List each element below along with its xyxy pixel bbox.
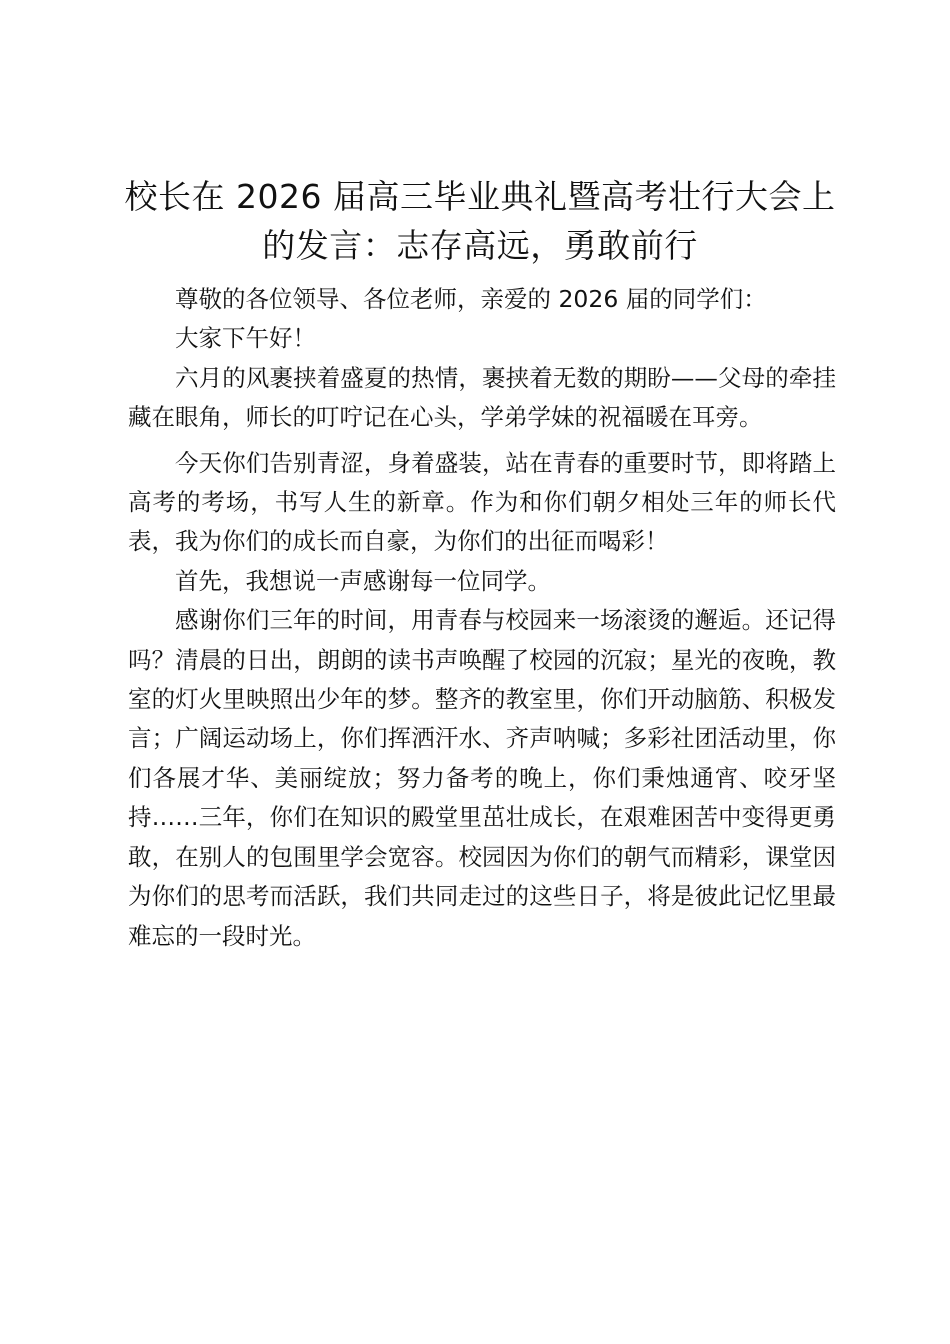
greeting-paragraph: 大家下午好！: [175, 324, 316, 353]
body-paragraph: 六月的风裹挟着盛夏的热情，裹挟着无数的期盼——父母的牵挂藏在眼角，师长的叮咛记在心头，学弟学妹的祝福暖在耳旁。: [128, 363, 836, 432]
document-title: 校长在 2026 届高三毕业典礼暨高考壮行大会上的发言：志存高远，勇敢前行: [124, 177, 836, 265]
document-body: [128, 280, 836, 956]
body-paragraph: 首先，我想说一声感谢每一位同学。: [175, 566, 551, 595]
body-paragraph: 感谢你们三年的时间，用青春与校园来一场滚烫的邂逅。还记得吗？清晨的日出，朗朗的读书声唤醒了校园的沉寂；星光的夜晚，教室的灯火里映照出少年的梦。整齐的教室里，你们开动脑筋、积极发言；广阔运动场上，你们挥洒汗水、齐声呐喊；多彩社团活动里，你们各展才华、美丽绽放；努力备考的晚上，你们秉烛通宵、咬牙坚持……三年，你们在知识的殿堂里茁壮成长，在艰难困苦中变得更勇敢，在别人的包围里学会宽容。校园因为你们的朝气而精彩，课堂因为你们的思考而活跃，我们共同走过的这些日子，将是彼此记忆里最难忘的一段时光。: [128, 606, 836, 950]
salutation-paragraph: 尊敬的各位领导、各位老师，亲爱的 2026 届的同学们：: [175, 285, 767, 313]
body-paragraph: 今天你们告别青涩，身着盛装，站在青春的重要时节，即将踏上高考的考场，书写人生的新章。作为和你们朝夕相处三年的师长代表，我为你们的成长而自豪，为你们的出征而喝彩！: [128, 448, 836, 556]
